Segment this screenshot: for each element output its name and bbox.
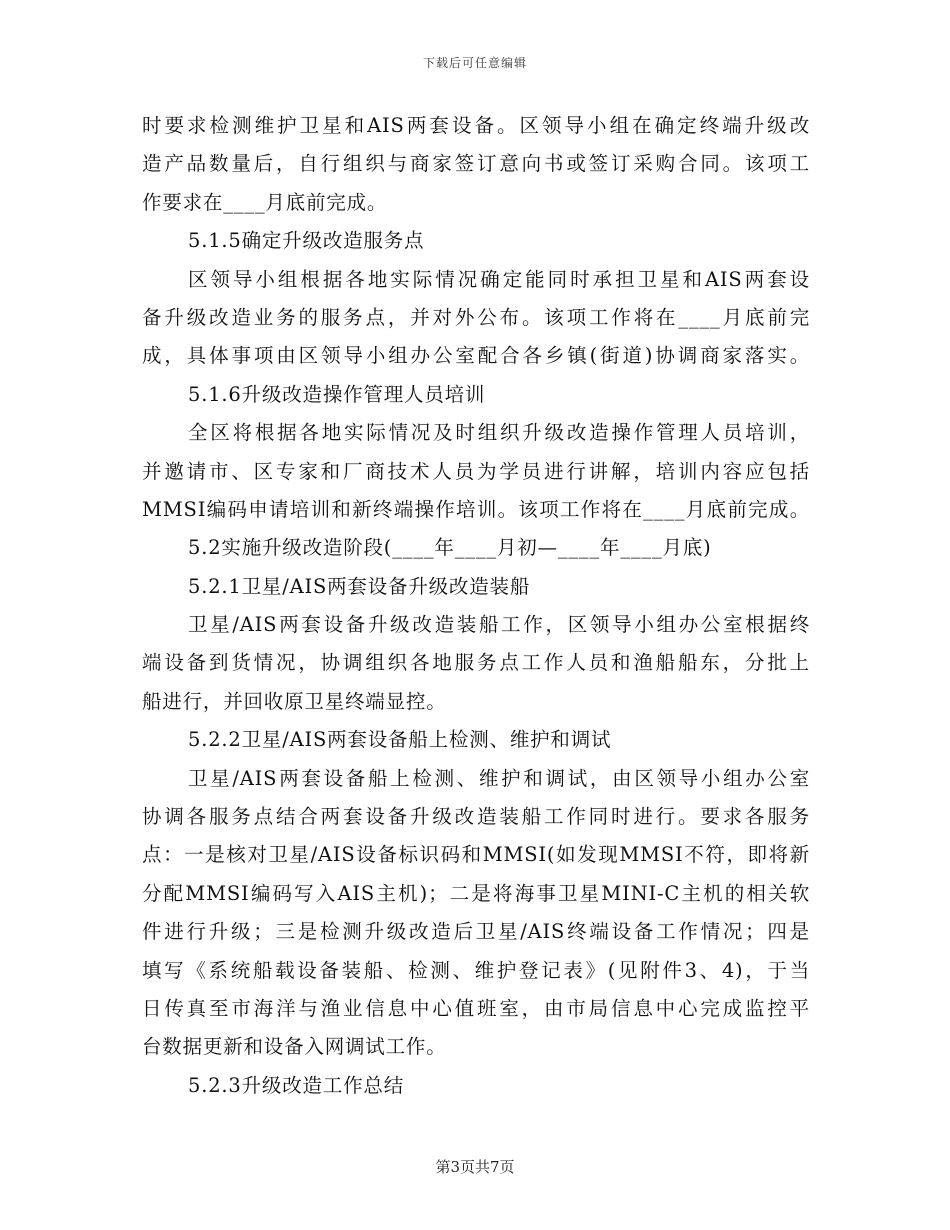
section-heading-5-1-6: 5.1.6升级改造操作管理人员培训: [188, 382, 486, 406]
section-heading-5-2-2: 5.2.2卫星/AIS两套设备船上检测、维护和调试: [188, 728, 612, 752]
page-header-note: 下载后可任意编辑: [422, 56, 527, 70]
body-line: 点：一是核对卫星/AIS设备标识码和MMSI(如发现MMSI不符，即将新: [142, 843, 810, 867]
body-line: 全区将根据各地实际情况及时组织升级改造操作管理人员培训，: [188, 421, 810, 445]
body-line: 协调各服务点结合两套设备升级改造装船工作同时进行。要求各服务: [142, 805, 810, 829]
body-line: 备升级改造业务的服务点，并对外公布。该项工作将在____月底前完: [142, 305, 810, 329]
section-heading-5-1-5: 5.1.5确定升级改造服务点: [188, 229, 425, 253]
document-body: [142, 107, 810, 1105]
page-number: 第3页共7页: [435, 1158, 515, 1176]
body-line: 卫星/AIS两套设备船上检测、维护和调试，由区领导小组办公室: [188, 766, 810, 790]
body-line: 并邀请市、区专家和厂商技术人员为学员进行讲解，培训内容应包括: [142, 459, 810, 483]
body-line: 分配MMSI编码写入AIS主机)；二是将海事卫星MINI-C主机的相关软: [142, 881, 810, 905]
body-line: 区领导小组根据各地实际情况确定能同时承担卫星和AIS两套设: [188, 267, 810, 291]
body-line: MMSI编码申请培训和新终端操作培训。该项工作将在____月底前完成。: [142, 497, 810, 521]
body-line: 船进行，并回收原卫星终端显控。: [142, 689, 447, 713]
body-line: 造产品数量后，自行组织与商家签订意向书或签订采购合同。该项工: [142, 152, 810, 176]
body-line: 作要求在____月底前完成。: [142, 190, 388, 214]
section-heading-5-2: 5.2实施升级改造阶段(____年____月初—____年____月底): [188, 536, 712, 560]
section-heading-5-2-1: 5.2.1卫星/AIS两套设备升级改造装船: [188, 574, 531, 598]
body-line: 时要求检测维护卫星和AIS两套设备。区领导小组在确定终端升级改: [142, 114, 810, 137]
section-heading-5-2-3: 5.2.3升级改造工作总结: [188, 1073, 405, 1097]
body-line: 卫星/AIS两套设备升级改造装船工作，区领导小组办公室根据终: [188, 613, 810, 637]
body-line: 填写《系统船载设备装船、检测、维护登记表》(见附件3、4)，于当: [142, 958, 810, 982]
body-line: 端设备到货情况，协调组织各地服务点工作人员和渔船船东，分批上: [142, 651, 810, 675]
body-line: 台数据更新和设备入网调试工作。: [142, 1035, 447, 1059]
body-line: 件进行升级；三是检测升级改造后卫星/AIS终端设备工作情况；四是: [142, 920, 810, 944]
body-line: 成，具体事项由区领导小组办公室配合各乡镇(街道)协调商家落实。: [142, 344, 810, 368]
body-line: 日传真至市海洋与渔业信息中心值班室，由市局信息中心完成监控平: [142, 996, 810, 1020]
